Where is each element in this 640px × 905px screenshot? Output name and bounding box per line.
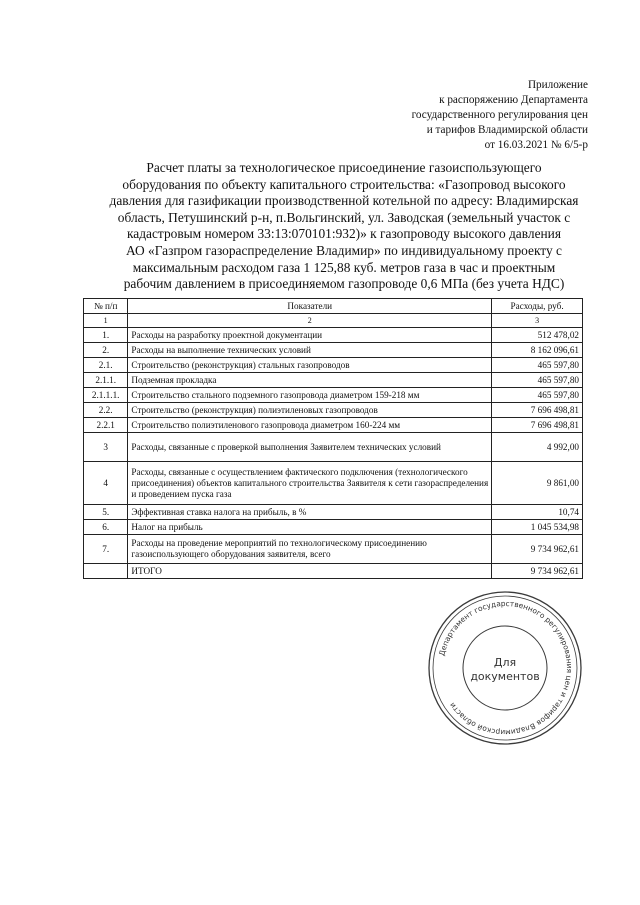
table-row [84, 328, 583, 343]
row-num: 4 [84, 462, 128, 505]
row-name: Строительство полиэтиленового газопровода диаметром 160-224 мм [128, 418, 492, 433]
table-index-row [84, 314, 583, 328]
table-row [84, 418, 583, 433]
table-row [84, 505, 583, 520]
index-cell: 1 [84, 314, 128, 328]
row-value: 9 734 962,61 [492, 564, 583, 579]
row-num: 6. [84, 520, 128, 535]
appendix-line: государственного регулирования цен [411, 109, 588, 121]
title-line: область, Петушинский р-н, п.Вольгинский, ул. Заводская (земельный участок с [117, 209, 571, 225]
row-value: 8 162 096,61 [492, 343, 583, 358]
row-value: 9 734 962,61 [492, 535, 583, 564]
row-num: 2.2. [84, 403, 128, 418]
row-value: 4 992,00 [492, 433, 583, 462]
row-name: Расходы, связанные с проверкой выполнения Заявителем технических условий [128, 433, 492, 462]
row-num: 2. [84, 343, 128, 358]
table-row [84, 433, 583, 462]
appendix-line: и тарифов Владимирской области [426, 124, 588, 136]
appendix-header [368, 78, 588, 153]
row-name: Строительство (реконструкция) полиэтиленовых газопроводов [128, 403, 492, 418]
row-name: ИТОГО [128, 564, 492, 579]
row-value: 7 696 498,81 [492, 418, 583, 433]
row-num [84, 564, 128, 579]
row-value: 465 597,80 [492, 373, 583, 388]
row-name: Строительство стального подземного газопровода диаметром 159-218 мм [128, 388, 492, 403]
row-value: 9 861,00 [492, 462, 583, 505]
appendix-line: к распоряжению Департамента [439, 94, 588, 106]
title-line: оборудования по объекту капитального строительства: «Газопровод высокого [122, 176, 566, 192]
row-name: Расходы на выполнение технических условий [128, 343, 492, 358]
seal-graphic [425, 588, 585, 748]
row-num: 2.1.1. [84, 373, 128, 388]
table-row [84, 388, 583, 403]
seal-center-line2: документов [470, 670, 540, 683]
title-line: Расчет платы за технологическое присоединение газоиспользующего [146, 160, 542, 175]
header-num: № п/п [84, 299, 128, 314]
row-name: Строительство (реконструкция) стальных газопроводов [128, 358, 492, 373]
table-row [84, 535, 583, 564]
cost-table [83, 298, 583, 579]
index-cell: 2 [128, 314, 492, 328]
document-title [84, 160, 604, 293]
row-name: Эффективная ставка налога на прибыль, в % [128, 505, 492, 520]
title-line: давления для газификации производственной котельной по адресу: Владимирская [109, 193, 579, 209]
table-row [84, 403, 583, 418]
index-cell: 3 [492, 314, 583, 328]
seal-ring-text: Департамент государственного регулирования цен и тарифов Владимирской области [437, 598, 575, 738]
table-row [84, 343, 583, 358]
row-num: 2.1. [84, 358, 128, 373]
table-header-row [84, 299, 583, 314]
row-value: 1 045 534,98 [492, 520, 583, 535]
table-row [84, 462, 583, 505]
row-value: 7 696 498,81 [492, 403, 583, 418]
row-name: Расходы на проведение мероприятий по технологическому присоединению газоиспользующего оборудования заявителя, всего [128, 535, 492, 564]
row-num: 5. [84, 505, 128, 520]
table-row [84, 358, 583, 373]
row-num: 7. [84, 535, 128, 564]
row-value: 10,74 [492, 505, 583, 520]
header-indicator: Показатели [128, 299, 492, 314]
row-value: 512 478,02 [492, 328, 583, 343]
title-line: максимальным расходом газа 1 125,88 куб. метров газа в час и проектным [132, 259, 556, 275]
official-seal [425, 588, 585, 748]
row-name: Подземная прокладка [128, 373, 492, 388]
table-total-row [84, 564, 583, 579]
row-num: 2.1.1.1. [84, 388, 128, 403]
table-row [84, 520, 583, 535]
appendix-line: от 16.03.2021 № 6/5-р [484, 139, 588, 151]
seal-center-line1: Для [493, 656, 517, 669]
row-value: 465 597,80 [492, 388, 583, 403]
title-line: АО «Газпром газораспределение Владимир» по индивидуальному проекту с [126, 242, 562, 258]
row-name: Расходы, связанные с осуществлением фактического подключения (технологического присоединения) объектов капитального строительства Заявителя к сети газораспределения и проведением пуска газа [128, 462, 492, 505]
title-line: кадастровым номером 33:13:070101:932)» к газопроводу высокого давления [126, 226, 562, 242]
row-name: Расходы на разработку проектной документации [128, 328, 492, 343]
row-name: Налог на прибыль [128, 520, 492, 535]
table-row [84, 373, 583, 388]
appendix-line: Приложение [527, 79, 588, 91]
row-value: 465 597,80 [492, 358, 583, 373]
row-num: 1. [84, 328, 128, 343]
row-num: 2.2.1 [84, 418, 128, 433]
row-num: 3 [84, 433, 128, 462]
title-line: рабочим давлением в присоединяемом газопроводе 0,6 МПа (без учета НДС) [123, 276, 565, 292]
header-cost: Расходы, руб. [492, 299, 583, 314]
